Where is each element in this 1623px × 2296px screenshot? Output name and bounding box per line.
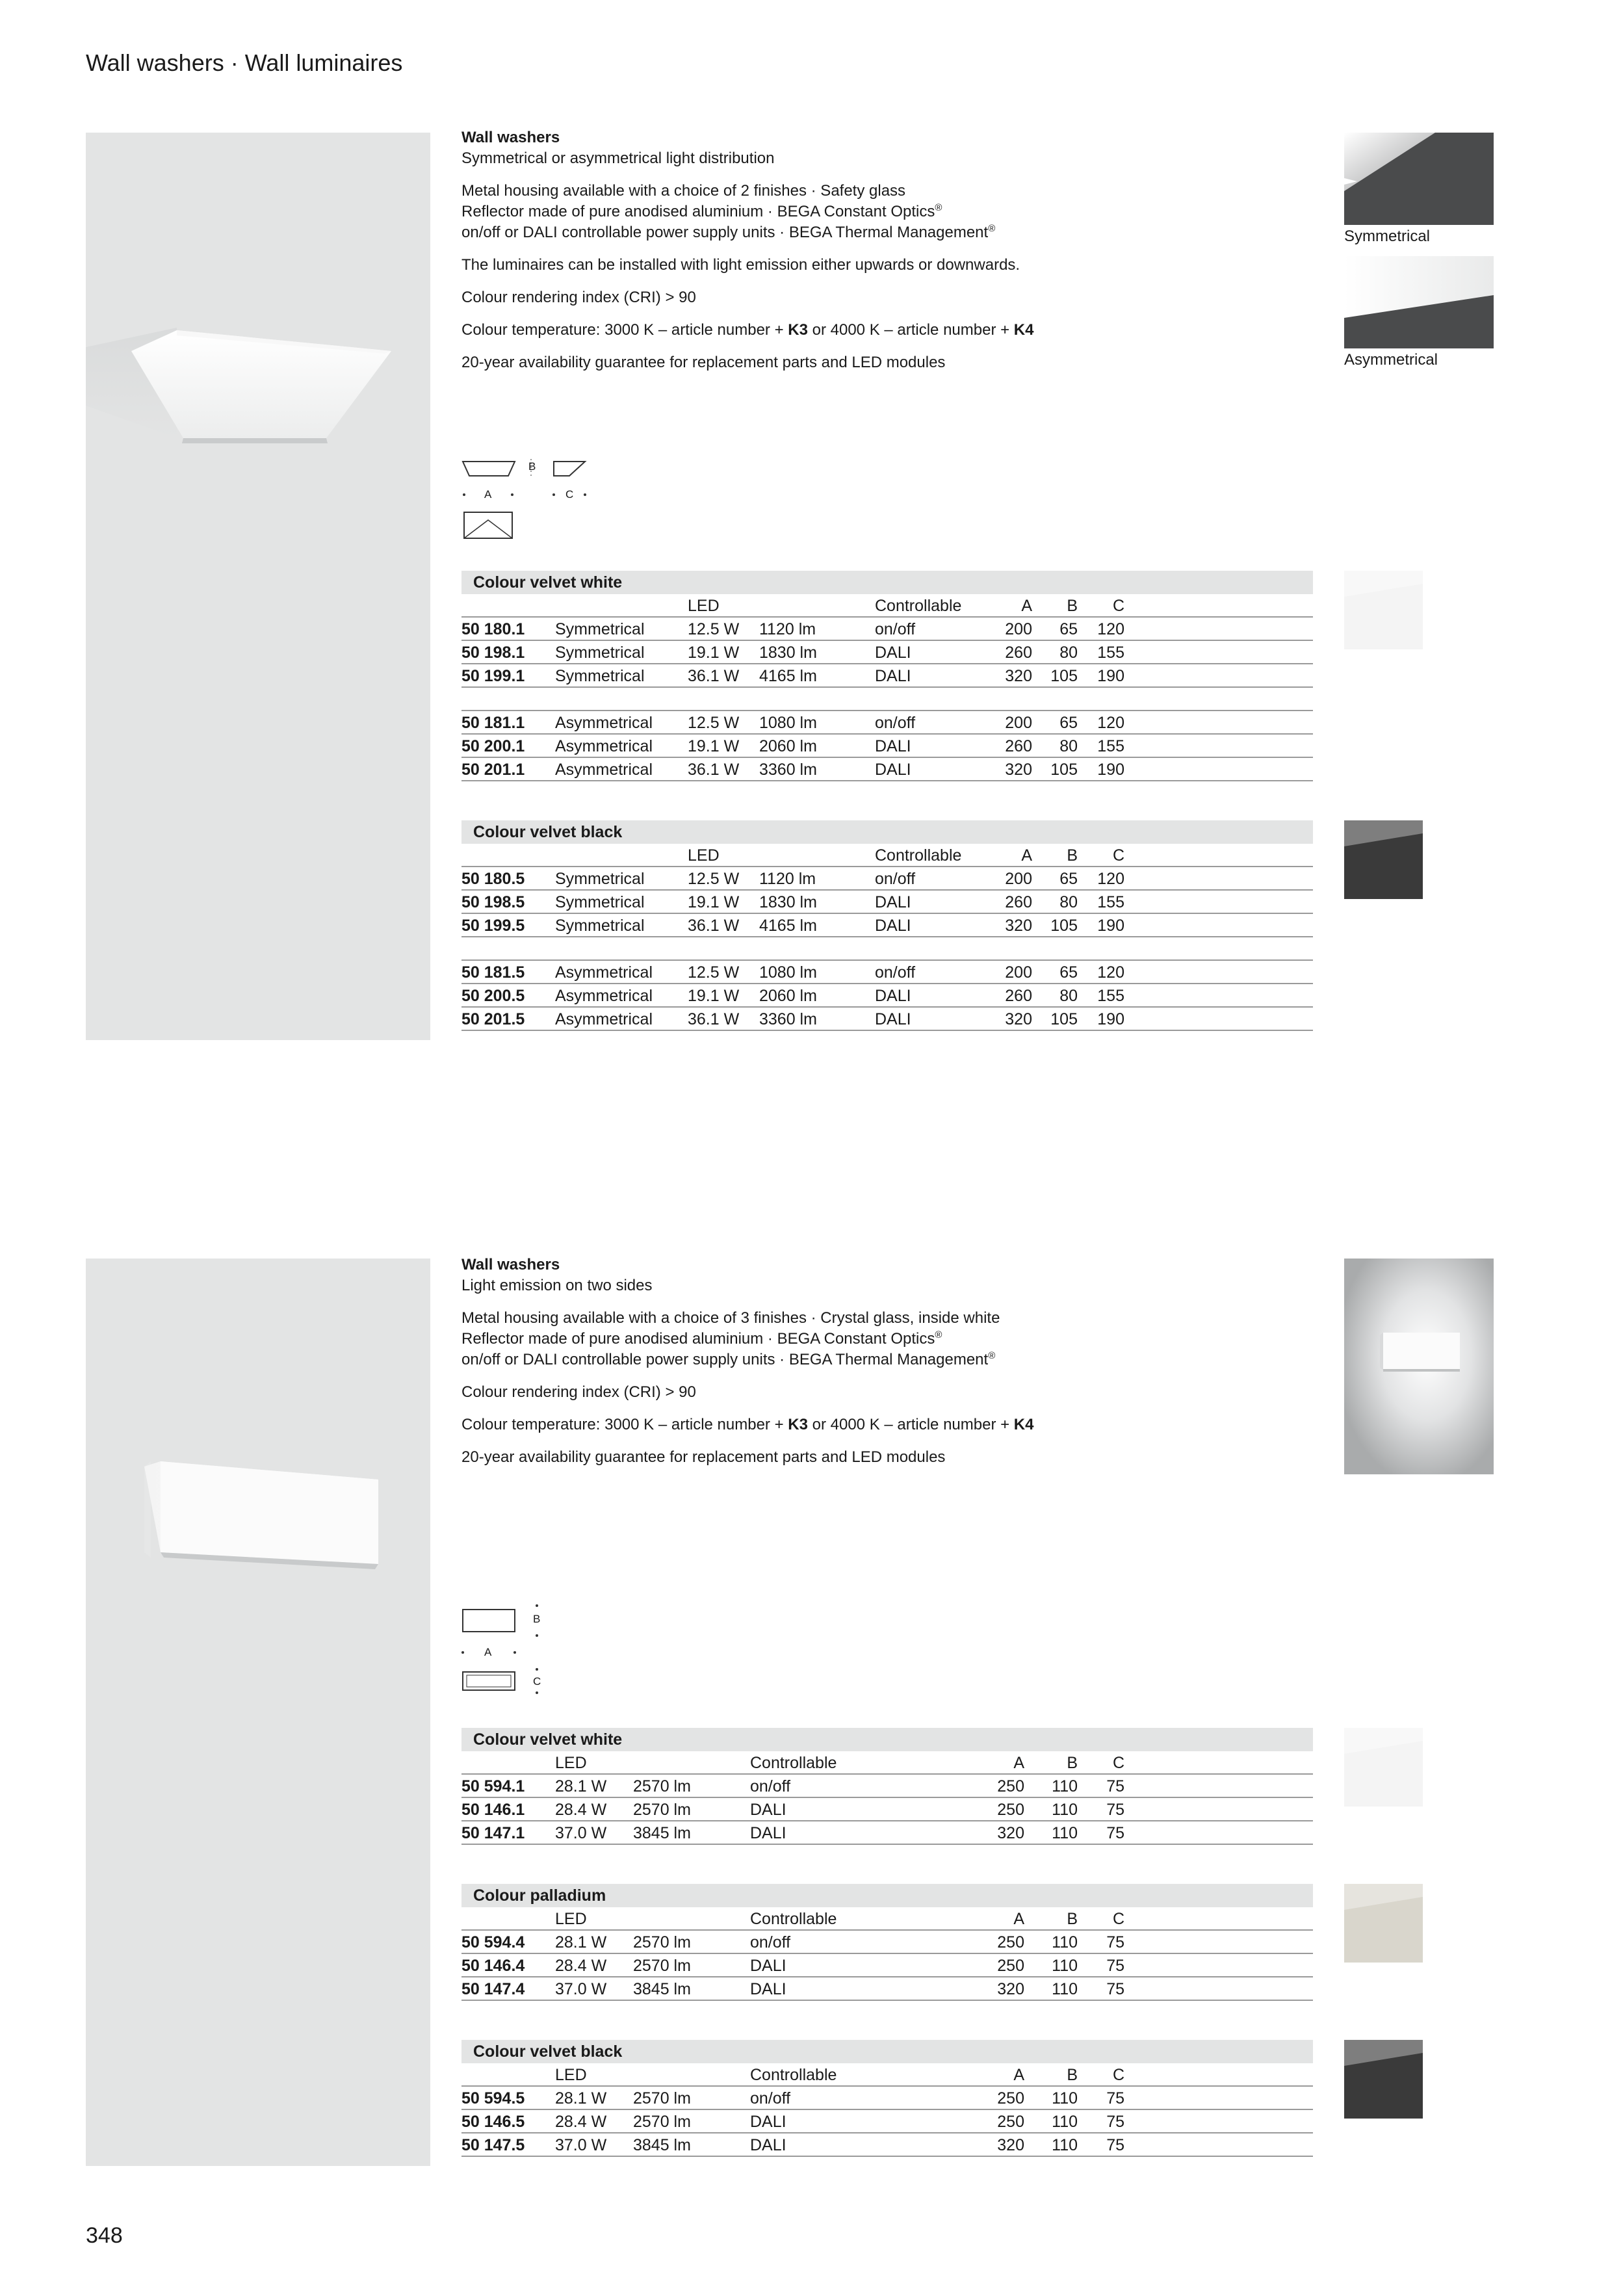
controllable: DALI [875, 667, 911, 685]
dim-a: 320 [997, 2136, 1024, 2154]
lumen: 2570 lm [633, 1801, 691, 1819]
dim-b: 65 [1059, 714, 1078, 732]
wattage: 28.4 W [555, 2113, 607, 2131]
dim-a-label: A [484, 1646, 492, 1658]
section2-line2-wrap [461, 1329, 1306, 1350]
col-led: LED [555, 1754, 587, 1772]
table-heading: Colour velvet black [461, 820, 1313, 844]
dim-a: 320 [1005, 667, 1032, 685]
lumen: 2570 lm [633, 1957, 691, 1975]
dim-c: 75 [1106, 1801, 1124, 1819]
dim-c: 75 [1106, 1957, 1124, 1975]
dim-c: 75 [1106, 2089, 1124, 2107]
col-led: LED [555, 2066, 587, 2084]
wattage: 36.1 W [688, 917, 740, 935]
wattage: 37.0 W [555, 2136, 607, 2154]
dim-a: 200 [1005, 870, 1032, 888]
dim-c: 75 [1106, 1777, 1124, 1795]
lumen: 4165 lm [759, 667, 817, 685]
controllable: DALI [750, 1957, 786, 1975]
section2-description [461, 1255, 1306, 1468]
section2-cri: Colour rendering index (CRI) > 90 [461, 1383, 696, 1401]
colour-swatch [1344, 1884, 1423, 1963]
spec-table [461, 571, 1313, 781]
col-c: C [1112, 1910, 1124, 1928]
wattage: 28.4 W [555, 1801, 607, 1819]
dim-c: 155 [1097, 644, 1124, 662]
table-row [461, 867, 1313, 891]
section2-line3-wrap [461, 1350, 1306, 1370]
lumen: 4165 lm [759, 917, 817, 935]
table-row [461, 1821, 1313, 1845]
asymmetrical-distribution-photo [1344, 256, 1494, 348]
dim-a: 260 [1005, 893, 1032, 911]
lumen: 2060 lm [759, 987, 817, 1005]
dim-c: 155 [1097, 987, 1124, 1005]
dim-c: 75 [1106, 1933, 1124, 1951]
lumen: 1120 lm [759, 870, 816, 888]
wattage: 19.1 W [688, 893, 740, 911]
col-a: A [1021, 597, 1032, 615]
spec-table [461, 820, 1313, 1031]
wattage: 28.4 W [555, 1957, 607, 1975]
luminaire-illustration [86, 1259, 430, 2166]
col-b: B [1067, 1910, 1078, 1928]
table-spacer [461, 688, 1313, 711]
controllable: DALI [875, 987, 911, 1005]
dim-b: 105 [1050, 1010, 1078, 1028]
col-a: A [1013, 1910, 1024, 1928]
symmetrical-label: Symmetrical [1344, 228, 1431, 245]
article-number: 50 146.1 [461, 1801, 525, 1819]
dim-a: 250 [997, 2113, 1024, 2131]
dim-a: 250 [997, 1957, 1024, 1975]
dim-b: 65 [1059, 870, 1078, 888]
lumen: 2570 lm [633, 2113, 691, 2131]
dim-a: 320 [997, 1824, 1024, 1842]
article-number: 50 147.5 [461, 2136, 525, 2154]
asymmetrical-label: Asymmetrical [1344, 351, 1438, 369]
article-number: 50 199.1 [461, 667, 525, 685]
product-image-asym-wall-washer [86, 133, 430, 1040]
distribution: Asymmetrical [555, 987, 653, 1005]
lumen: 1080 lm [759, 714, 817, 732]
article-number: 50 594.1 [461, 1777, 525, 1795]
article-number: 50 146.5 [461, 2113, 525, 2131]
table-row [461, 711, 1313, 735]
dim-a: 320 [997, 1980, 1024, 1998]
controllable: DALI [750, 2136, 786, 2154]
dim-c-label: C [533, 1675, 541, 1688]
article-number: 50 146.4 [461, 1957, 525, 1975]
article-number: 50 200.5 [461, 987, 525, 1005]
table-column-headers [461, 844, 1313, 867]
col-controllable: Controllable [875, 846, 962, 865]
dim-b: 105 [1050, 917, 1078, 935]
wattage: 36.1 W [688, 1010, 740, 1028]
dim-c: 120 [1097, 963, 1124, 982]
wattage: 12.5 W [688, 620, 740, 638]
section2-title: Wall washers [461, 1256, 560, 1273]
registered-mark-icon: ® [935, 1329, 942, 1340]
table-row [461, 641, 1313, 664]
col-b: B [1067, 1754, 1078, 1772]
section2-line2: Reflector made of pure anodised aluminium · BEGA Constant Optics [461, 1330, 935, 1348]
colour-swatch [1344, 2040, 1423, 2119]
section2-colour-temp: Colour temperature: 3000 K – article number + K3 or 4000 K – article number + K4 [461, 1416, 1034, 1433]
controllable: DALI [875, 1010, 911, 1028]
article-number: 50 180.5 [461, 870, 525, 888]
table-row [461, 1008, 1313, 1031]
dim-a: 250 [997, 2089, 1024, 2107]
dim-a: 320 [1005, 1010, 1032, 1028]
spec-table [461, 1884, 1313, 2001]
col-c: C [1112, 1754, 1124, 1772]
wattage: 36.1 W [688, 761, 740, 779]
section1-title: Wall washers [461, 129, 560, 146]
controllable: on/off [875, 714, 916, 732]
article-number: 50 201.1 [461, 761, 525, 779]
section2-line1: Metal housing available with a choice of 3 finishes · Crystal glass, inside white [461, 1309, 1000, 1327]
dim-c: 75 [1106, 1824, 1124, 1842]
dim-b: 110 [1052, 2113, 1078, 2131]
article-number: 50 201.5 [461, 1010, 525, 1028]
section1-description [461, 127, 1306, 373]
wattage: 28.1 W [555, 1777, 607, 1795]
table-column-headers [461, 2063, 1313, 2087]
controllable: on/off [875, 870, 916, 888]
colour-swatch [1344, 820, 1423, 899]
col-c: C [1112, 846, 1124, 865]
distribution: Asymmetrical [555, 963, 653, 982]
lumen: 1120 lm [759, 620, 816, 638]
dim-b-label: B [533, 1613, 541, 1625]
table-row [461, 1931, 1313, 1954]
wattage: 19.1 W [688, 644, 740, 662]
dim-b: 65 [1059, 620, 1078, 638]
page-number: 348 [86, 2223, 123, 2248]
col-controllable: Controllable [750, 1910, 837, 1928]
wattage: 36.1 W [688, 667, 740, 685]
dim-a: 260 [1005, 737, 1032, 755]
col-led: LED [555, 1910, 587, 1928]
dim-c: 190 [1097, 761, 1124, 779]
dim-b: 110 [1052, 1933, 1078, 1951]
dim-b: 110 [1052, 1801, 1078, 1819]
article-number: 50 200.1 [461, 737, 525, 755]
table-heading: Colour velvet white [461, 571, 1313, 594]
lumen: 3360 lm [759, 1010, 817, 1028]
col-a: A [1013, 1754, 1024, 1772]
table-row [461, 1977, 1313, 2001]
distribution: Symmetrical [555, 667, 645, 685]
table-heading: Colour velvet white [461, 1728, 1313, 1751]
lumen: 3360 lm [759, 761, 817, 779]
section2-line3: on/off or DALI controllable power supply units · BEGA Thermal Management [461, 1351, 989, 1368]
lumen: 1080 lm [759, 963, 817, 982]
colour-swatch [1344, 1728, 1423, 1807]
dim-b: 80 [1059, 737, 1078, 755]
section1-line3-wrap [461, 222, 1306, 243]
dim-a: 250 [997, 1777, 1024, 1795]
table-row [461, 914, 1313, 937]
controllable: on/off [875, 963, 916, 982]
table-row [461, 961, 1313, 984]
lumen: 2570 lm [633, 1933, 691, 1951]
wattage: 12.5 W [688, 963, 740, 982]
wattage: 12.5 W [688, 870, 740, 888]
lumen: 3845 lm [633, 1980, 691, 1998]
dim-a: 200 [1005, 620, 1032, 638]
controllable: DALI [750, 2113, 786, 2131]
lumen: 3845 lm [633, 2136, 691, 2154]
dim-b: 110 [1052, 1824, 1078, 1842]
lumen: 1830 lm [759, 644, 817, 662]
col-c: C [1112, 597, 1124, 615]
dim-b: 105 [1050, 667, 1078, 685]
col-b: B [1067, 597, 1078, 615]
table-column-headers [461, 1751, 1313, 1775]
article-number: 50 181.5 [461, 963, 525, 982]
article-number: 50 198.5 [461, 893, 525, 911]
table-row [461, 1798, 1313, 1821]
dim-c: 190 [1097, 917, 1124, 935]
article-number: 50 199.5 [461, 917, 525, 935]
spec-table [461, 2040, 1313, 2157]
registered-mark-icon: ® [988, 223, 996, 234]
dim-c: 75 [1106, 2136, 1124, 2154]
luminaire-illustration [86, 133, 430, 1040]
symmetrical-distribution-photo [1344, 133, 1494, 225]
section1-cri: Colour rendering index (CRI) > 90 [461, 289, 696, 306]
wattage: 12.5 W [688, 714, 740, 732]
distribution: Asymmetrical [555, 761, 653, 779]
two-sided-light-photo [1344, 1259, 1494, 1474]
dim-b: 80 [1059, 893, 1078, 911]
wattage: 19.1 W [688, 737, 740, 755]
dim-b: 110 [1052, 2089, 1078, 2107]
dim-c: 120 [1097, 620, 1124, 638]
wattage: 28.1 W [555, 1933, 607, 1951]
dim-a: 250 [997, 1933, 1024, 1951]
table-row [461, 2087, 1313, 2110]
lumen: 2060 lm [759, 737, 817, 755]
controllable: DALI [750, 1801, 786, 1819]
dim-c: 75 [1106, 1980, 1124, 1998]
spec-table [461, 1728, 1313, 1845]
dim-a: 320 [1005, 917, 1032, 935]
dim-a: 260 [1005, 987, 1032, 1005]
dim-c-label: C [565, 488, 574, 501]
controllable: DALI [750, 1824, 786, 1842]
col-controllable: Controllable [875, 597, 962, 615]
distribution: Asymmetrical [555, 714, 653, 732]
article-number: 50 594.5 [461, 2089, 525, 2107]
wattage: 37.0 W [555, 1824, 607, 1842]
col-controllable: Controllable [750, 2066, 837, 2084]
controllable: DALI [875, 893, 911, 911]
table-row [461, 984, 1313, 1008]
table-row [461, 2110, 1313, 2133]
dim-b: 110 [1052, 1957, 1078, 1975]
dim-b: 110 [1052, 2136, 1078, 2154]
section1-line2: Reflector made of pure anodised aluminium · BEGA Constant Optics [461, 203, 935, 220]
section1-line1: Metal housing available with a choice of 2 finishes · Safety glass [461, 182, 906, 200]
article-number: 50 180.1 [461, 620, 525, 638]
col-b: B [1067, 846, 1078, 865]
distribution: Symmetrical [555, 917, 645, 935]
registered-mark-icon: ® [935, 202, 942, 213]
distribution: Symmetrical [555, 870, 645, 888]
dim-b-label: B [528, 460, 536, 473]
table-heading: Colour velvet black [461, 2040, 1313, 2063]
distribution: Symmetrical [555, 620, 645, 638]
table-row [461, 891, 1313, 914]
dim-a: 200 [1005, 963, 1032, 982]
dim-c: 190 [1097, 1010, 1124, 1028]
table-row [461, 664, 1313, 688]
table-column-headers [461, 1907, 1313, 1931]
table-row [461, 758, 1313, 781]
distribution: Symmetrical [555, 644, 645, 662]
dim-b: 65 [1059, 963, 1078, 982]
table-row [461, 735, 1313, 758]
dim-b: 105 [1050, 761, 1078, 779]
controllable: DALI [750, 1980, 786, 1998]
controllable: on/off [750, 2089, 791, 2107]
controllable: DALI [875, 917, 911, 935]
lumen: 2570 lm [633, 2089, 691, 2107]
article-number: 50 181.1 [461, 714, 525, 732]
dim-a: 320 [1005, 761, 1032, 779]
col-c: C [1112, 2066, 1124, 2084]
wattage: 28.1 W [555, 2089, 607, 2107]
controllable: DALI [875, 737, 911, 755]
section2-guarantee: 20-year availability guarantee for replacement parts and LED modules [461, 1448, 946, 1466]
article-number: 50 594.4 [461, 1933, 525, 1951]
dim-c: 120 [1097, 870, 1124, 888]
dim-c: 120 [1097, 714, 1124, 732]
controllable: on/off [750, 1777, 791, 1795]
controllable: on/off [875, 620, 916, 638]
section1-colour-temp: Colour temperature: 3000 K – article number + K3 or 4000 K – article number + K4 [461, 321, 1034, 339]
lumen: 3845 lm [633, 1824, 691, 1842]
table-row [461, 618, 1313, 641]
article-number: 50 147.1 [461, 1824, 525, 1842]
controllable: DALI [875, 644, 911, 662]
registered-mark-icon: ® [988, 1350, 996, 1361]
table-row [461, 1954, 1313, 1977]
dim-a-label: A [484, 488, 492, 501]
wattage: 19.1 W [688, 987, 740, 1005]
dim-c: 155 [1097, 737, 1124, 755]
distribution: Symmetrical [555, 893, 645, 911]
col-led: LED [688, 846, 720, 865]
lumen: 2570 lm [633, 1777, 691, 1795]
article-number: 50 147.4 [461, 1980, 525, 1998]
wattage: 37.0 W [555, 1980, 607, 1998]
dim-b: 110 [1052, 1777, 1078, 1795]
col-controllable: Controllable [750, 1754, 837, 1772]
dim-a: 250 [997, 1801, 1024, 1819]
col-led: LED [688, 597, 720, 615]
section2-subtitle: Light emission on two sides [461, 1277, 653, 1294]
product-image-two-sided-wall-washer [86, 1259, 430, 2166]
lumen: 1830 lm [759, 893, 817, 911]
article-number: 50 198.1 [461, 644, 525, 662]
section1-guarantee: 20-year availability guarantee for replacement parts and LED modules [461, 354, 946, 371]
table-row [461, 2133, 1313, 2157]
table-row [461, 1775, 1313, 1798]
controllable: DALI [875, 761, 911, 779]
table-spacer [461, 937, 1313, 961]
dim-c: 190 [1097, 667, 1124, 685]
section1-line2-wrap [461, 202, 1306, 222]
dim-b: 80 [1059, 644, 1078, 662]
dim-c: 75 [1106, 2113, 1124, 2131]
distribution: Asymmetrical [555, 1010, 653, 1028]
dim-a: 200 [1005, 714, 1032, 732]
controllable: on/off [750, 1933, 791, 1951]
colour-swatch [1344, 571, 1423, 649]
page-title: Wall washers · Wall luminaires [86, 49, 403, 76]
dim-a: 260 [1005, 644, 1032, 662]
section1-install: The luminaires can be installed with light emission either upwards or downwards. [461, 256, 1020, 274]
col-a: A [1021, 846, 1032, 865]
col-b: B [1067, 2066, 1078, 2084]
distribution: Asymmetrical [555, 737, 653, 755]
section1-line3: on/off or DALI controllable power supply units · BEGA Thermal Management [461, 224, 989, 241]
dim-b: 80 [1059, 987, 1078, 1005]
dim-c: 155 [1097, 893, 1124, 911]
section1-subtitle: Symmetrical or asymmetrical light distribution [461, 150, 775, 167]
table-column-headers [461, 594, 1313, 618]
dim-b: 110 [1052, 1980, 1078, 1998]
table-heading: Colour palladium [461, 1884, 1313, 1907]
col-a: A [1013, 2066, 1024, 2084]
